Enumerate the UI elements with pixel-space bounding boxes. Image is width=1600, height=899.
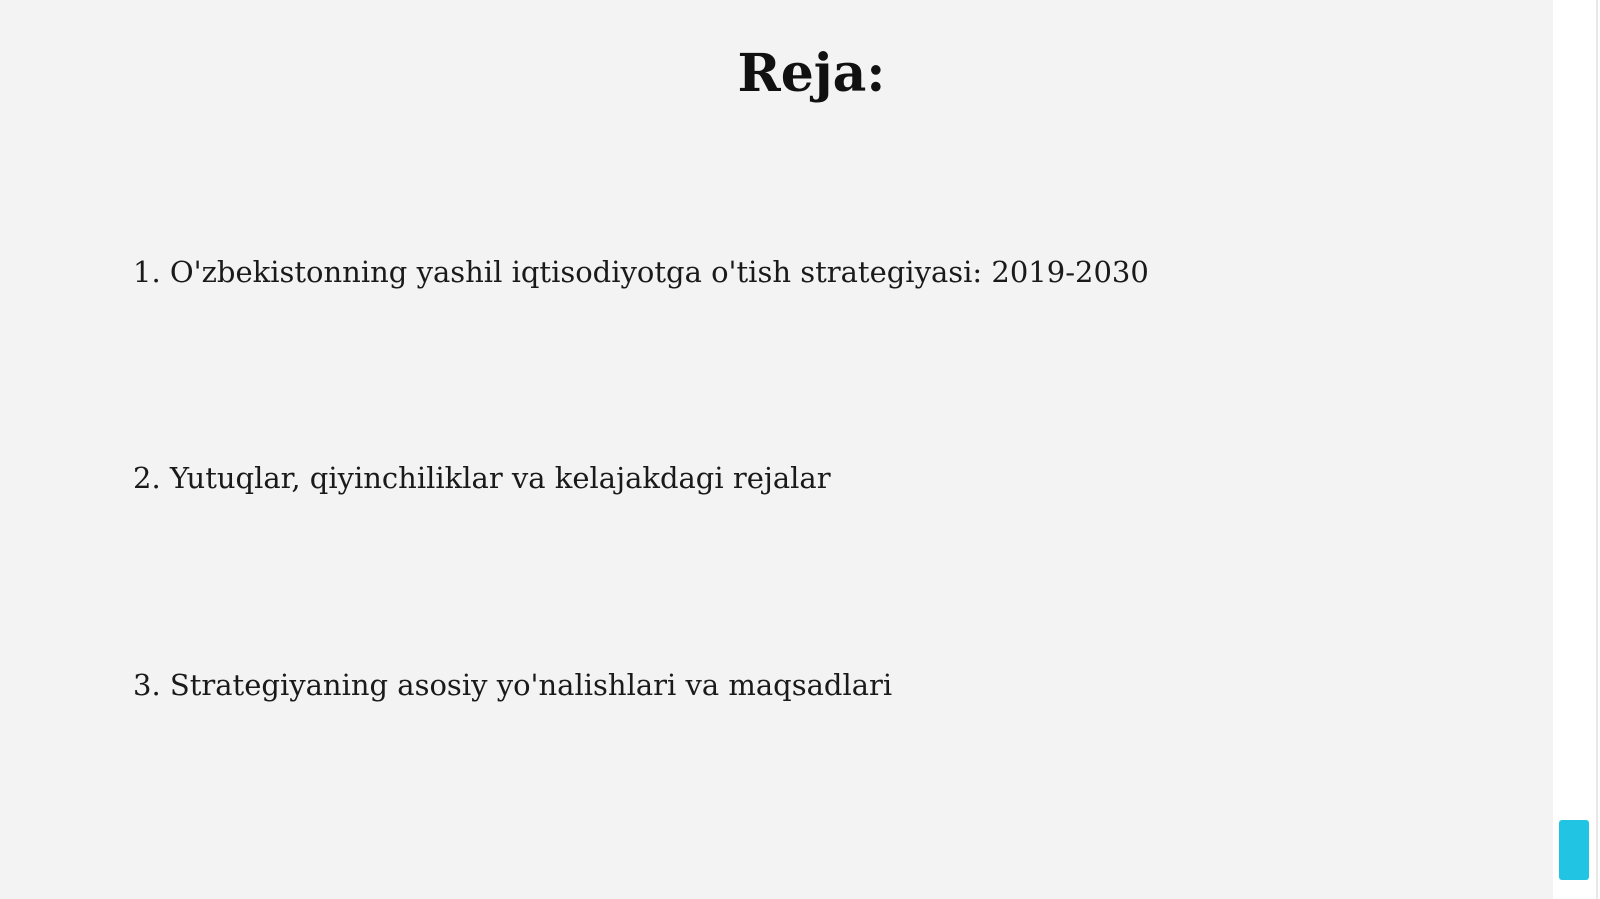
plan-item-1: 1. O'zbekistonning yashil iqtisodiyotga o'tish strategiyasi: 2019-2030 [133, 255, 1149, 289]
scrollbar-thumb[interactable] [1559, 820, 1589, 880]
plan-item-2: 2. Yutuqlar, qiyinchiliklar va kelajakdagi rejalar [133, 461, 831, 495]
plan-item-3: 3. Strategiyaning asosiy yo'nalishlari va maqsadlari [133, 668, 893, 702]
scrollbar-divider [1596, 0, 1598, 899]
scrollbar-track[interactable] [1553, 0, 1600, 899]
slide-title: Reja: [737, 43, 886, 104]
